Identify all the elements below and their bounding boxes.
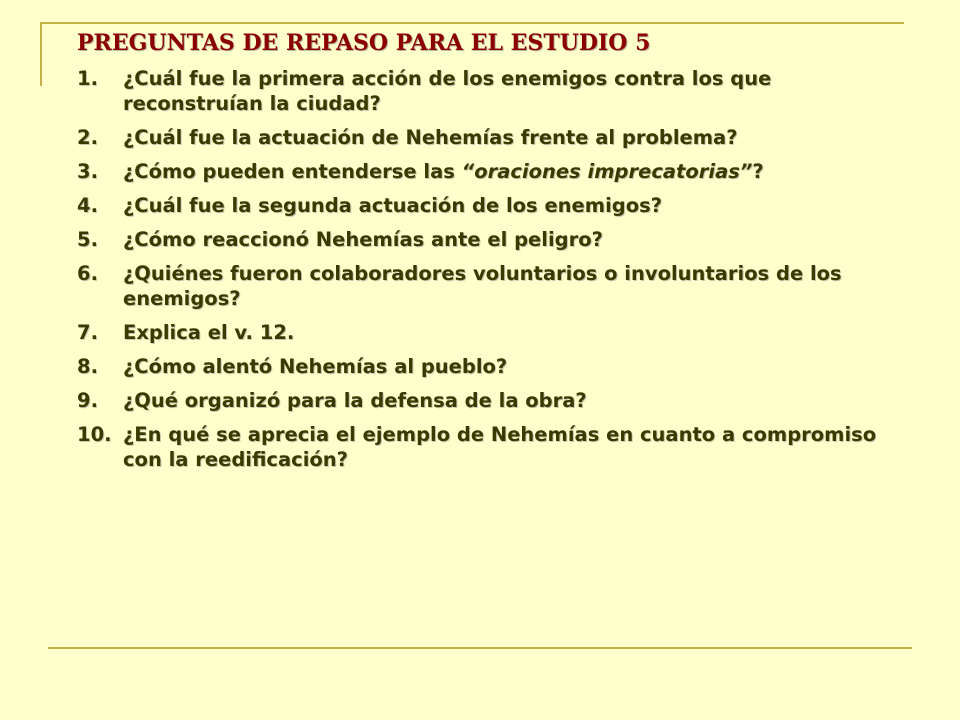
question-number: 2. (77, 126, 98, 149)
question-text: Explica el v. 12. (123, 321, 295, 344)
question-text: ¿En qué se aprecia el ejemplo de Nehemías en cuanto a compromiso con la reedificación? (123, 423, 877, 471)
left-accent-rule (40, 22, 42, 86)
question-number: 10. (77, 423, 112, 446)
question-text: ¿Cuál fue la actuación de Nehemías frente al problema? (123, 126, 738, 149)
question-item (77, 354, 897, 379)
question-list (77, 66, 897, 481)
question-text: ¿Cuál fue la segunda actuación de los enemigos? (123, 194, 663, 217)
question-item (77, 159, 897, 184)
slide-title: PREGUNTAS DE REPASO PARA EL ESTUDIO 5 (77, 30, 651, 56)
question-item (77, 66, 897, 116)
question-item (77, 227, 897, 252)
question-number: 8. (77, 355, 98, 378)
question-number: 5. (77, 228, 98, 251)
question-item (77, 422, 897, 472)
question-text: ¿Quiénes fueron colaboradores voluntarios o involuntarios de los enemigos? (123, 262, 842, 310)
question-item (77, 193, 897, 218)
question-text: ¿Cuál fue la primera acción de los enemigos contra los que reconstruían la ciudad? (123, 67, 772, 115)
question-item (77, 125, 897, 150)
question-number: 1. (77, 67, 98, 90)
question-number: 9. (77, 389, 98, 412)
bottom-rule (48, 647, 912, 649)
question-text-tail: ? (752, 160, 764, 183)
question-number: 6. (77, 262, 98, 285)
question-number: 4. (77, 194, 98, 217)
question-item (77, 388, 897, 413)
question-text (123, 159, 897, 184)
question-number: 3. (77, 160, 98, 183)
question-item (77, 320, 897, 345)
question-text-italic: “oraciones imprecatorias” (461, 160, 753, 183)
question-number: 7. (77, 321, 98, 344)
top-rule (40, 22, 904, 24)
question-item (77, 261, 897, 311)
question-text: ¿Qué organizó para la defensa de la obra? (123, 389, 587, 412)
question-text: ¿Cómo reaccionó Nehemías ante el peligro? (123, 228, 603, 251)
question-text: ¿Cómo alentó Nehemías al pueblo? (123, 355, 508, 378)
question-text-lead: ¿Cómo pueden entenderse las (123, 160, 462, 183)
